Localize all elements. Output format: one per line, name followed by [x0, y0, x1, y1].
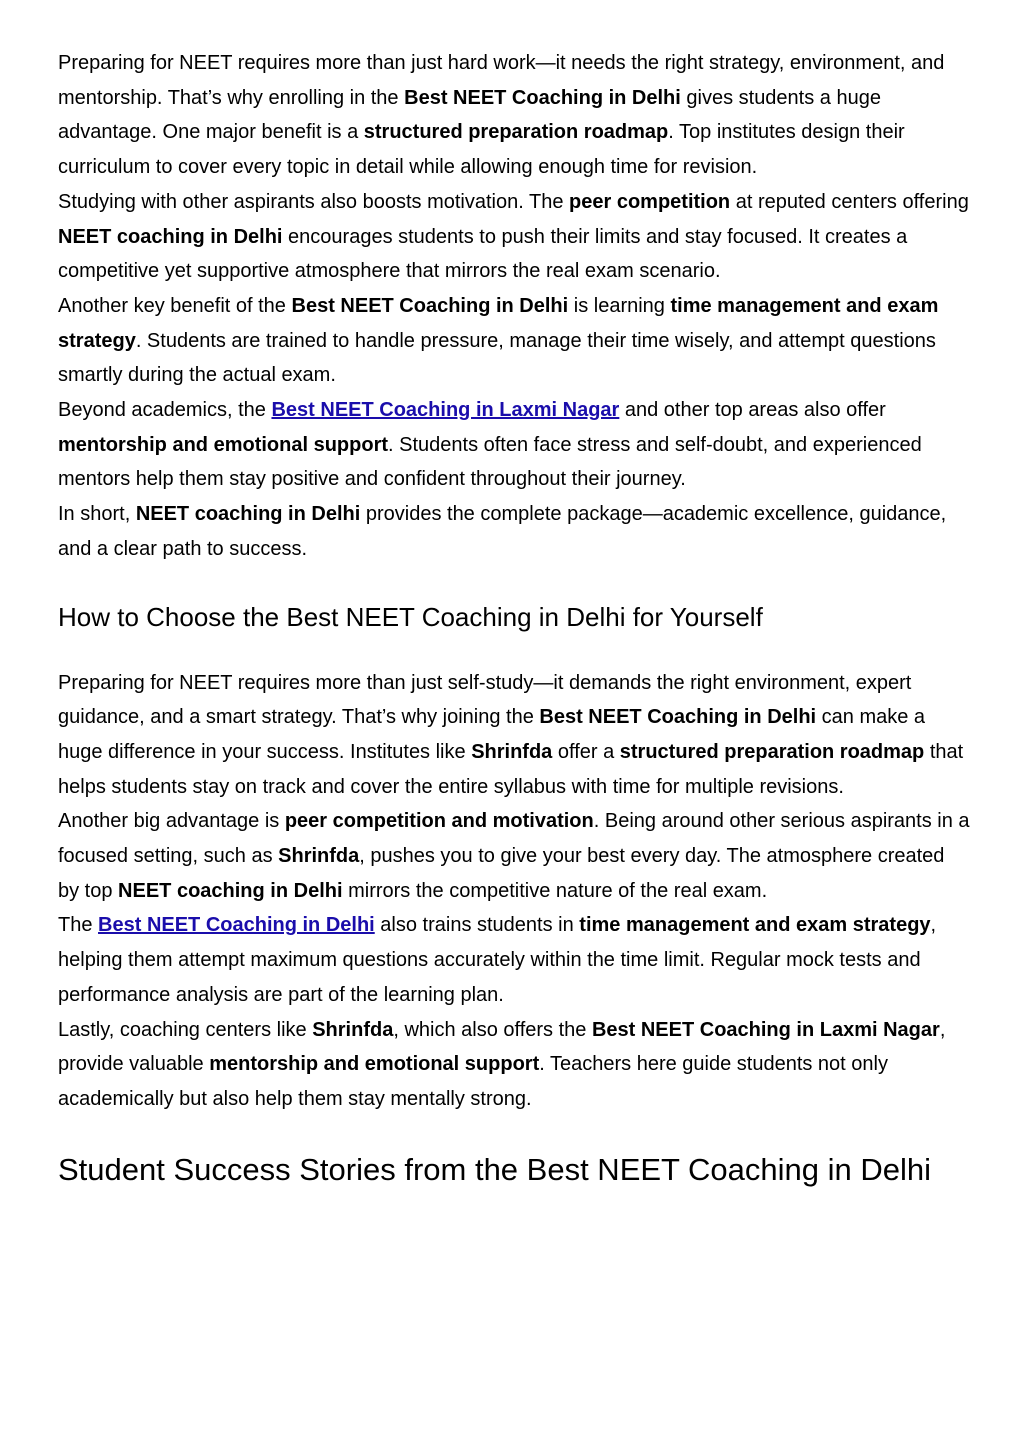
- bold-phrase: Shrinfda: [471, 740, 553, 763]
- text-run: The: [58, 914, 99, 937]
- text-run: In short,: [58, 503, 136, 526]
- bold-phrase: Best NEET Coaching in Delhi: [539, 706, 817, 729]
- paragraph: [58, 185, 970, 289]
- text-run: that helps students stay on track and cover the entire syllabus with time for multiple revisions.: [58, 740, 964, 798]
- text-run: . Being around other serious aspirants in a focused setting, such as: [58, 810, 970, 868]
- text-run: Beyond academics, the: [58, 399, 272, 422]
- text-run: offer a: [552, 740, 620, 763]
- bold-phrase: NEET coaching in Delhi: [135, 503, 361, 526]
- text-run: . Teachers here guide students not only academically but also help them stay mentally strong.: [58, 1053, 888, 1110]
- text-run: encourages students to push their limits and stay focused. It creates a competitive yet supportive atmosphere that mirrors the real exam scenario.: [58, 225, 908, 283]
- text-run: , pushes you to give your best every day. The atmosphere created by top: [58, 845, 945, 902]
- paragraph: [58, 666, 970, 805]
- bold-phrase: mentorship and emotional support: [209, 1053, 540, 1076]
- text-run: also trains students in: [374, 914, 580, 937]
- document-page: [58, 46, 970, 1189]
- text-run: gives students a huge advantage. One major benefit is a: [58, 86, 881, 144]
- text-run: , provide valuable: [58, 1018, 946, 1076]
- text-run: Preparing for NEET requires more than just hard work—it needs the right strategy, environment, and mentorship. That’s why enrolling in the: [58, 52, 945, 109]
- paragraph: [58, 46, 970, 185]
- choose-section: [58, 666, 970, 1117]
- text-run: . Students often face stress and self-doubt, and experienced mentors help them stay positive and confident throughout their journey.: [58, 433, 922, 491]
- text-run: . Top institutes design their curriculum to cover every topic in detail while allowing enough time for revision.: [58, 121, 905, 179]
- text-run: Lastly, coaching centers like: [58, 1018, 313, 1041]
- bold-phrase: Best NEET Coaching in Laxmi Nagar: [591, 1018, 940, 1041]
- text-run: can make a huge difference in your success. Institutes like: [58, 706, 926, 763]
- paragraph: [58, 804, 970, 908]
- text-run: . Students are trained to handle pressure, manage their time wisely, and attempt questions smartly during the actual exam.: [58, 329, 936, 387]
- bold-phrase: structured preparation roadmap: [363, 121, 669, 144]
- text-run: provides the complete package—academic excellence, guidance, and a clear path to success.: [58, 503, 947, 560]
- section-heading-success-stories: Student Success Stories from the Best NEET Coaching in Delhi: [58, 1151, 932, 1187]
- bold-phrase: Shrinfda: [278, 845, 360, 868]
- text-run: is learning: [568, 294, 671, 317]
- paragraph: [58, 908, 970, 1012]
- bold-phrase: NEET coaching in Delhi: [58, 225, 283, 248]
- text-run: Another big advantage is: [58, 810, 285, 833]
- bold-phrase: structured preparation roadmap: [619, 740, 925, 763]
- paragraph: [58, 289, 970, 393]
- bold-phrase: NEET coaching in Delhi: [118, 879, 343, 902]
- text-run: mirrors the competitive nature of the real exam.: [342, 879, 768, 902]
- intro-section: [58, 46, 970, 567]
- text-run: , helping them attempt maximum questions accurately within the time limit. Regular mock tests and performance analysis are part of the learning plan.: [58, 914, 937, 1006]
- text-run: Another key benefit of the: [58, 294, 292, 317]
- bold-phrase: peer competition and motivation: [284, 810, 594, 833]
- paragraph: [58, 497, 970, 566]
- bold-phrase: time management and exam strategy: [579, 914, 931, 937]
- inline-link[interactable]: Best NEET Coaching in Laxmi Nagar: [271, 399, 620, 422]
- text-run: and other top areas also offer: [619, 399, 886, 422]
- bold-phrase: time management and exam strategy: [58, 294, 939, 352]
- text-run: Studying with other aspirants also boosts motivation. The: [58, 190, 570, 213]
- bold-phrase: Shrinfda: [312, 1018, 394, 1041]
- paragraph: [58, 1013, 970, 1117]
- bold-phrase: Best NEET Coaching in Delhi: [291, 294, 569, 317]
- bold-phrase: Best NEET Coaching in Delhi: [404, 86, 681, 109]
- section-heading-choose: How to Choose the Best NEET Coaching in Delhi for Yourself: [58, 601, 763, 632]
- text-run: at reputed centers offering: [730, 190, 969, 213]
- bold-phrase: mentorship and emotional support: [58, 433, 389, 456]
- text-run: Preparing for NEET requires more than just self-study—it demands the right environment, expert guidance, and a smart strategy. That’s why joining the: [58, 671, 912, 729]
- bold-phrase: peer competition: [569, 190, 731, 213]
- paragraph: [58, 393, 970, 497]
- text-run: , which also offers the: [393, 1018, 592, 1041]
- inline-link[interactable]: Best NEET Coaching in Delhi: [98, 914, 375, 937]
